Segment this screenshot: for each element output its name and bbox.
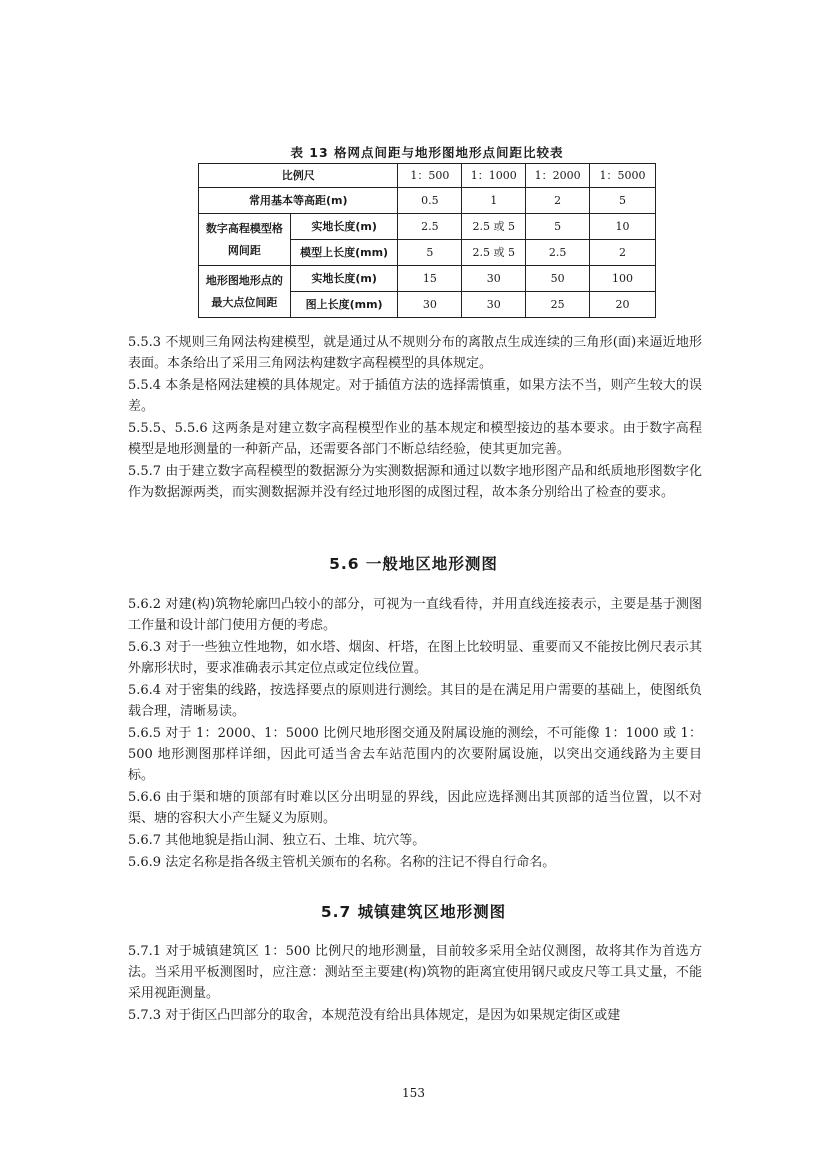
clause-5-7-1: 5.7.1 对于城镇建筑区 1：500 比例尺的地形测量，目前较多采用全站仪测图，故将其作为首选方法。当采用平板测图时，应注意：测站至主要建(构)筑物的距离宜使用钢尺或皮尺等工具丈量，不能采用视距测量。 (128, 944, 702, 1001)
clause-5-5-7: 5.5.7 由于建立数字高程模型的数据源分为实测数据源和通过以数字地形图产品和纸质地形图数字化作为数据源两类，而实测数据源并没有经过地形图的成图过程，故本条分别给出了检查的要求。 (128, 464, 702, 500)
clause-5-5-3: 5.5.3 不规则三角网法构建模型，就是通过从不规则分布的离散点生成连续的三角形(面)来逼近地形表面。本条给出了采用三角网法构建数字高程模型的具体规定。 (128, 335, 702, 371)
table-cell: 2 (526, 188, 590, 214)
clause-5-6-9: 5.6.9 法定名称是指各级主管机关颁布的名称。名称的注记不得自行命名。 (128, 855, 556, 870)
table-cell: 2.5 或 5 (462, 240, 526, 266)
table-cell: 20 (590, 292, 656, 318)
clause-5-6-2: 5.6.2 对建(构)筑物轮廓凹凸较小的部分，可视为一直线看待，并用直线连接表示，主要是基于测图工作量和设计部门使用方便的考虑。 (128, 597, 702, 633)
table-cell: 50 (526, 266, 590, 292)
table-cell: 15 (398, 266, 462, 292)
table-cell: 25 (526, 292, 590, 318)
group-label-map (199, 266, 291, 318)
table-row (199, 214, 656, 240)
header-cell: 1：2000 (526, 164, 590, 188)
group-label-line: 最大点位间距 (211, 295, 278, 309)
row-label: 实地长度(m) (290, 266, 398, 292)
clause-5-5-5-6: 5.5.5、5.5.6 这两条是对建立数字高程模型作业的基本规定和模型接边的基本要求。由于数字高程模型是地形测量的一种新产品，还需要各部门不断总结经验，使其更加完善。 (128, 421, 702, 457)
row-label: 实地长度(m) (290, 214, 398, 240)
table-cell: 2.5 (398, 214, 462, 240)
clause-5-5-4: 5.5.4 本条是格网法建模的具体规定。对于插值方法的选择需慎重，如果方法不当，则产生较大的误差。 (128, 378, 702, 414)
comparison-table (198, 163, 656, 318)
table-cell: 30 (398, 292, 462, 318)
clause-5-6-4: 5.6.4 对于密集的线路，按选择要点的原则进行测绘。其目的是在满足用户需要的基础上，使图纸负载合理，清晰易读。 (128, 683, 702, 719)
group-label-line: 地形图地形点的 (205, 273, 283, 287)
table-row (199, 188, 656, 214)
clause-5-6-3: 5.6.3 对于一些独立性地物，如水塔、烟囱、杆塔，在图上比较明显、重要而又不能按比例尺表示其外廓形状时，要求准确表示其定位点或定位线位置。 (128, 640, 702, 676)
table-header-row (199, 164, 656, 188)
table-cell: 2.5 (526, 240, 590, 266)
group-label-dem (199, 214, 291, 266)
table-cell: 2.5 或 5 (462, 214, 526, 240)
table-cell: 30 (462, 292, 526, 318)
header-cell: 1：1000 (462, 164, 526, 188)
section-heading-5-7: 5.7 城镇建筑区地形测图 (320, 903, 507, 921)
header-cell: 1：5000 (590, 164, 656, 188)
row-label: 常用基本等高距(m) (199, 188, 398, 214)
clause-5-6-5: 5.6.5 对于 1：2000、1：5000 比例尺地形图交通及附属设施的测绘，不可能像 1：1000 或 1：500 地形测图那样详细，因此可适当舍去车站范围内的次要附属设施，以突出交通线路为主要目标。 (128, 726, 702, 783)
header-cell: 1：500 (398, 164, 462, 188)
table-cell: 10 (590, 214, 656, 240)
clause-5-7-3: 5.7.3 对于街区凸凹部分的取舍，本规范没有给出具体规定，是因为如果规定街区或建 (128, 1008, 621, 1023)
table-cell: 5 (398, 240, 462, 266)
table-cell: 2 (590, 240, 656, 266)
table-cell: 5 (526, 214, 590, 240)
table-row (199, 266, 656, 292)
table-cell: 1 (462, 188, 526, 214)
table-cell: 0.5 (398, 188, 462, 214)
row-label: 模型上长度(mm) (290, 240, 398, 266)
row-label: 图上长度(mm) (290, 292, 398, 318)
table-cell: 5 (590, 188, 656, 214)
clause-5-6-7: 5.6.7 其他地貌是指山洞、独立石、土堆、坑穴等。 (128, 833, 426, 848)
table-caption: 表 13 格网点间距与地形图地形点间距比较表 (290, 145, 564, 160)
table-cell: 100 (590, 266, 656, 292)
section-heading-5-6: 5.6 一般地区地形测图 (329, 555, 498, 573)
table-cell: 30 (462, 266, 526, 292)
group-label-line: 数字高程模型格 (205, 221, 283, 235)
group-label-line: 网间距 (227, 243, 261, 257)
header-scale: 比例尺 (199, 164, 398, 188)
page-number: 153 (402, 1086, 425, 1100)
clause-5-6-6: 5.6.6 由于渠和塘的顶部有时难以区分出明显的界线，因此应选择测出其顶部的适当位置，以不对渠、塘的容积大小产生疑义为原则。 (128, 790, 702, 826)
